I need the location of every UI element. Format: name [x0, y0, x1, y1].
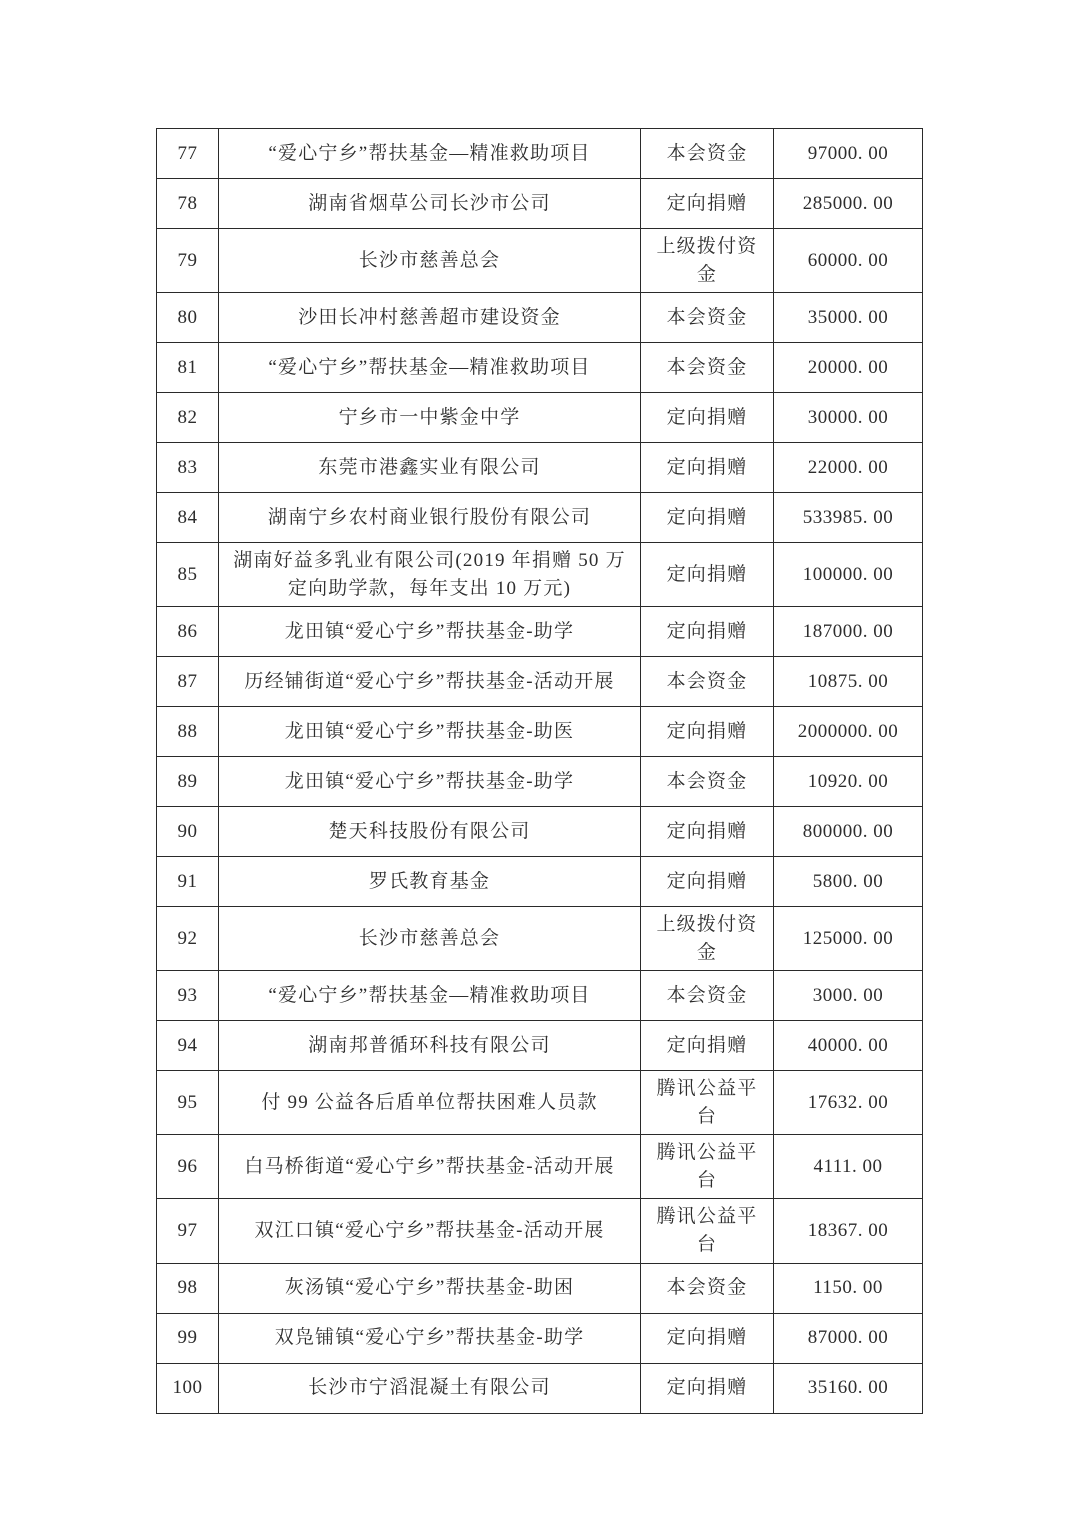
donor-name-cell: 双江口镇“爱心宁乡”帮扶基金-活动开展: [219, 1199, 641, 1263]
amount-cell: 187000. 00: [774, 607, 923, 657]
row-index-cell: 93: [157, 971, 219, 1021]
amount-cell: 10875. 00: [774, 657, 923, 707]
fund-source-cell: 定向捐赠: [641, 393, 774, 443]
donor-name-cell: 东莞市港鑫实业有限公司: [219, 443, 641, 493]
amount-cell: 17632. 00: [774, 1071, 923, 1135]
fund-source-cell: 定向捐赠: [641, 1363, 774, 1413]
fund-source-cell: 定向捐赠: [641, 1021, 774, 1071]
table-row: [157, 1263, 923, 1313]
donor-name-cell: 灰汤镇“爱心宁乡”帮扶基金-助困: [219, 1263, 641, 1313]
table-row: [157, 807, 923, 857]
donor-name-cell: 龙田镇“爱心宁乡”帮扶基金-助学: [219, 757, 641, 807]
table-row: [157, 293, 923, 343]
fund-source-cell: 腾讯公益平台: [641, 1071, 774, 1135]
table-row: [157, 543, 923, 607]
fund-source-cell: 本会资金: [641, 757, 774, 807]
fund-source-cell: 定向捐赠: [641, 443, 774, 493]
donor-name-cell: 龙田镇“爱心宁乡”帮扶基金-助医: [219, 707, 641, 757]
fund-source-cell: 定向捐赠: [641, 807, 774, 857]
row-index-cell: 97: [157, 1199, 219, 1263]
table-row: [157, 443, 923, 493]
amount-cell: 97000. 00: [774, 129, 923, 179]
donor-name-cell: 湖南宁乡农村商业银行股份有限公司: [219, 493, 641, 543]
table-row: [157, 971, 923, 1021]
row-index-cell: 87: [157, 657, 219, 707]
amount-cell: 22000. 00: [774, 443, 923, 493]
amount-cell: 30000. 00: [774, 393, 923, 443]
amount-cell: 60000. 00: [774, 229, 923, 293]
fund-source-cell: 本会资金: [641, 343, 774, 393]
donations-table-body: [157, 129, 923, 1414]
amount-cell: 4111. 00: [774, 1135, 923, 1199]
donor-name-cell: “爱心宁乡”帮扶基金—精准救助项目: [219, 129, 641, 179]
donor-name-cell: 长沙市宁滔混凝土有限公司: [219, 1363, 641, 1413]
donor-name-cell: 楚天科技股份有限公司: [219, 807, 641, 857]
fund-source-cell: 腾讯公益平台: [641, 1199, 774, 1263]
donor-name-cell: “爱心宁乡”帮扶基金—精准救助项目: [219, 971, 641, 1021]
amount-cell: 40000. 00: [774, 1021, 923, 1071]
donor-name-cell: 宁乡市一中紫金中学: [219, 393, 641, 443]
table-row: [157, 707, 923, 757]
donor-name-cell: 龙田镇“爱心宁乡”帮扶基金-助学: [219, 607, 641, 657]
amount-cell: 533985. 00: [774, 493, 923, 543]
table-row: [157, 757, 923, 807]
table-row: [157, 129, 923, 179]
amount-cell: 125000. 00: [774, 907, 923, 971]
row-index-cell: 91: [157, 857, 219, 907]
row-index-cell: 89: [157, 757, 219, 807]
fund-source-cell: 定向捐赠: [641, 607, 774, 657]
row-index-cell: 83: [157, 443, 219, 493]
fund-source-cell: 定向捐赠: [641, 1313, 774, 1363]
donor-name-cell: 双凫铺镇“爱心宁乡”帮扶基金-助学: [219, 1313, 641, 1363]
table-row: [157, 1135, 923, 1199]
row-index-cell: 92: [157, 907, 219, 971]
donor-name-cell: 湖南好益多乳业有限公司(2019 年捐赠 50 万定向助学款，每年支出 10 万元): [219, 543, 641, 607]
fund-source-cell: 本会资金: [641, 293, 774, 343]
amount-cell: 18367. 00: [774, 1199, 923, 1263]
table-row: [157, 1363, 923, 1413]
amount-cell: 5800. 00: [774, 857, 923, 907]
row-index-cell: 84: [157, 493, 219, 543]
fund-source-cell: 定向捐赠: [641, 493, 774, 543]
amount-cell: 100000. 00: [774, 543, 923, 607]
table-row: [157, 1071, 923, 1135]
row-index-cell: 85: [157, 543, 219, 607]
amount-cell: 35160. 00: [774, 1363, 923, 1413]
row-index-cell: 82: [157, 393, 219, 443]
table-row: [157, 857, 923, 907]
amount-cell: 3000. 00: [774, 971, 923, 1021]
fund-source-cell: 本会资金: [641, 1263, 774, 1313]
row-index-cell: 90: [157, 807, 219, 857]
fund-source-cell: 定向捐赠: [641, 543, 774, 607]
donor-name-cell: 湖南邦普循环科技有限公司: [219, 1021, 641, 1071]
table-row: [157, 1021, 923, 1071]
donor-name-cell: 长沙市慈善总会: [219, 229, 641, 293]
fund-source-cell: 本会资金: [641, 129, 774, 179]
table-row: [157, 343, 923, 393]
amount-cell: 800000. 00: [774, 807, 923, 857]
table-row: [157, 229, 923, 293]
amount-cell: 10920. 00: [774, 757, 923, 807]
row-index-cell: 86: [157, 607, 219, 657]
table-row: [157, 179, 923, 229]
amount-cell: 285000. 00: [774, 179, 923, 229]
amount-cell: 35000. 00: [774, 293, 923, 343]
row-index-cell: 98: [157, 1263, 219, 1313]
row-index-cell: 100: [157, 1363, 219, 1413]
donor-name-cell: 白马桥街道“爱心宁乡”帮扶基金-活动开展: [219, 1135, 641, 1199]
amount-cell: 87000. 00: [774, 1313, 923, 1363]
amount-cell: 1150. 00: [774, 1263, 923, 1313]
row-index-cell: 95: [157, 1071, 219, 1135]
row-index-cell: 96: [157, 1135, 219, 1199]
table-row: [157, 493, 923, 543]
fund-source-cell: 上级拨付资金: [641, 907, 774, 971]
amount-cell: 20000. 00: [774, 343, 923, 393]
table-row: [157, 607, 923, 657]
row-index-cell: 94: [157, 1021, 219, 1071]
donor-name-cell: 历经铺街道“爱心宁乡”帮扶基金-活动开展: [219, 657, 641, 707]
table-row: [157, 1313, 923, 1363]
donor-name-cell: 湖南省烟草公司长沙市公司: [219, 179, 641, 229]
row-index-cell: 99: [157, 1313, 219, 1363]
fund-source-cell: 本会资金: [641, 657, 774, 707]
donor-name-cell: 长沙市慈善总会: [219, 907, 641, 971]
fund-source-cell: 定向捐赠: [641, 857, 774, 907]
row-index-cell: 78: [157, 179, 219, 229]
table-row: [157, 1199, 923, 1263]
row-index-cell: 77: [157, 129, 219, 179]
donor-name-cell: 沙田长冲村慈善超市建设资金: [219, 293, 641, 343]
fund-source-cell: 腾讯公益平台: [641, 1135, 774, 1199]
row-index-cell: 80: [157, 293, 219, 343]
table-row: [157, 907, 923, 971]
fund-source-cell: 本会资金: [641, 971, 774, 1021]
table-row: [157, 393, 923, 443]
amount-cell: 2000000. 00: [774, 707, 923, 757]
row-index-cell: 81: [157, 343, 219, 393]
donor-name-cell: 罗氏教育基金: [219, 857, 641, 907]
row-index-cell: 79: [157, 229, 219, 293]
donor-name-cell: 付 99 公益各后盾单位帮扶困难人员款: [219, 1071, 641, 1135]
fund-source-cell: 定向捐赠: [641, 179, 774, 229]
donor-name-cell: “爱心宁乡”帮扶基金—精准救助项目: [219, 343, 641, 393]
row-index-cell: 88: [157, 707, 219, 757]
fund-source-cell: 定向捐赠: [641, 707, 774, 757]
fund-source-cell: 上级拨付资金: [641, 229, 774, 293]
donations-table: [156, 128, 923, 1414]
table-row: [157, 657, 923, 707]
